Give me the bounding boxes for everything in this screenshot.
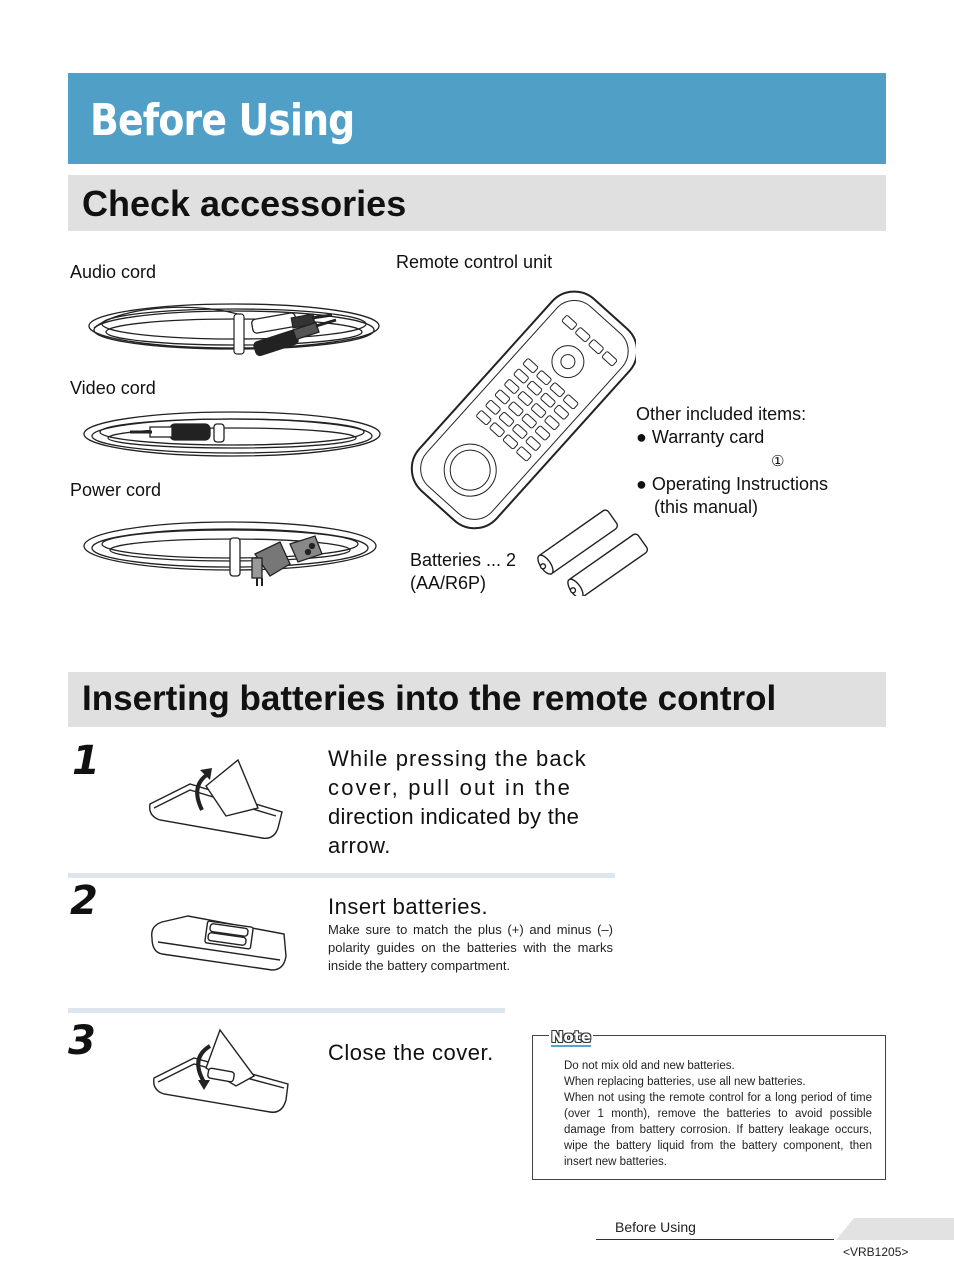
- remote-control-illustration: [410, 290, 636, 530]
- footer-tab: [836, 1218, 954, 1240]
- note-label: [549, 1028, 593, 1047]
- instructions-text: Operating Instructions: [651, 474, 828, 494]
- bullet-icon: ●: [636, 474, 647, 494]
- note-text: [564, 1058, 872, 1170]
- audio-cord-label: Audio cord: [70, 262, 157, 282]
- batteries-heading: Inserting batteries into the remote control: [82, 679, 777, 718]
- video-cord-illustration: [80, 404, 390, 468]
- note-line: When replacing batteries, use all new batteries.: [564, 1076, 806, 1088]
- page-banner: [68, 73, 886, 164]
- step-number: 3: [68, 1018, 96, 1064]
- step-2-title: Insert batteries.: [328, 894, 489, 919]
- power-cord-illustration: [80, 514, 392, 590]
- note-box: [532, 1028, 886, 1180]
- other-item-instructions: [636, 474, 828, 495]
- step-number: 2: [70, 878, 98, 924]
- accessories-heading: Check accessories: [82, 183, 407, 224]
- audio-cord-illustration: [84, 294, 396, 364]
- batteries-label: Batteries ... 2: [410, 550, 517, 570]
- accessories-section-bar: [68, 175, 886, 231]
- other-item-warranty: [636, 427, 764, 448]
- page-title: Before Using: [90, 95, 355, 146]
- power-cord-label: Power cord: [70, 480, 162, 500]
- batteries-illustration: [530, 508, 654, 596]
- step-number: 1: [72, 738, 100, 784]
- circled-one-mark: ①: [771, 452, 785, 470]
- footer-section-name: Before Using: [615, 1219, 696, 1235]
- remote-label: Remote control unit: [396, 252, 553, 272]
- step-1-line: cover, pull out in the: [328, 775, 573, 800]
- warranty-card-text: Warranty card: [651, 427, 765, 447]
- note-label-text: Note: [551, 1028, 592, 1046]
- bullet-icon: ●: [636, 427, 647, 447]
- batteries-section-bar: [68, 672, 886, 727]
- remote-insert-batteries-illustration: [148, 912, 290, 974]
- step-1-line: arrow.: [328, 833, 391, 858]
- note-line: Do not mix old and new batteries.: [564, 1060, 735, 1072]
- note-line: When not using the remote control for a long period of time (over 1 month), remove the batteries to avoid possible damage from battery corrosion. If battery leakage occurs, wipe the battery liquid from the battery component, then insert new batteries.: [564, 1092, 872, 1168]
- video-cord-label: Video cord: [70, 378, 156, 398]
- other-items-heading: Other included items:: [636, 404, 807, 424]
- step-2-body: Make sure to match the plus (+) and minus (–) polarity guides on the batteries with the marks inside the battery compartment.: [328, 922, 613, 973]
- step-3-title: Close the cover.: [328, 1040, 494, 1065]
- footer-rule: [596, 1239, 834, 1240]
- step-divider: [68, 1008, 505, 1013]
- step-1-instruction: [328, 744, 612, 860]
- batteries-type-label: (AA/R6P): [410, 573, 487, 593]
- step-1-line: direction indicated by the: [328, 804, 580, 829]
- remote-close-cover-illustration: [150, 1028, 294, 1114]
- step-1-line: While pressing the back: [328, 746, 587, 771]
- instructions-subtext: (this manual): [654, 497, 759, 517]
- remote-open-cover-illustration: [146, 756, 290, 842]
- footer-doc-code: <VRB1205>: [843, 1245, 909, 1259]
- step-divider: [68, 873, 615, 878]
